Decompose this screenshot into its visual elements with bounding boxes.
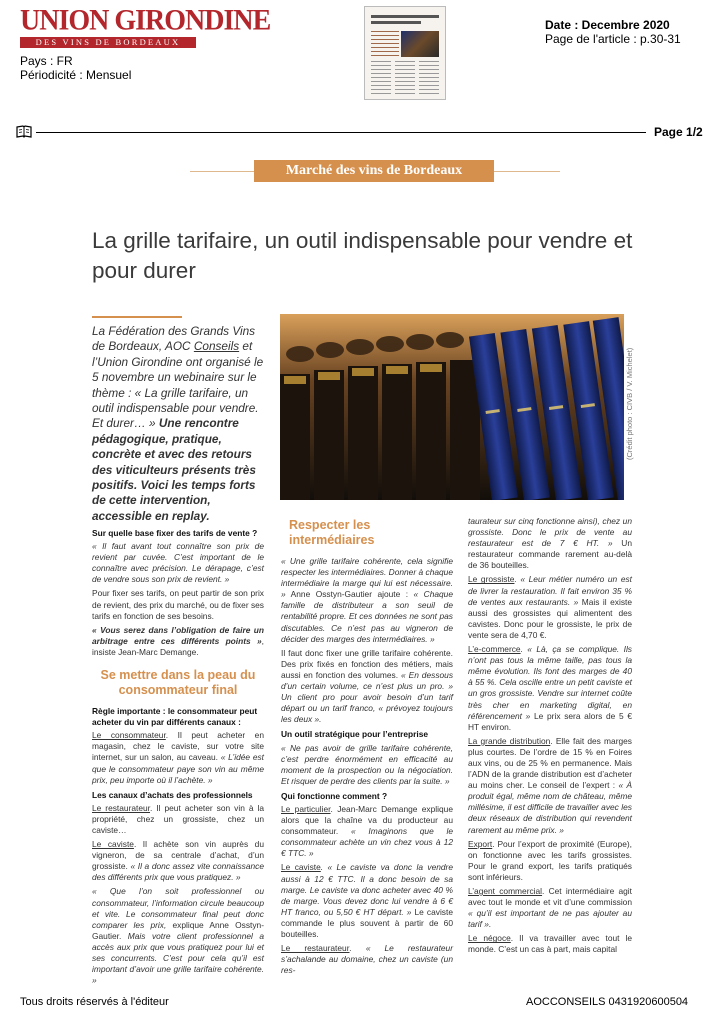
paragraph: « Vous serez dans l’obligation de faire un arbitrage entre ces différents points », insiste Jean-Marc Demange.	[92, 624, 264, 657]
paragraph: Pour fixer ses tarifs, on peut partir de son prix de revient, des prix du marché, ou de fixer ses tarifs en fonction de ses besoins.	[92, 588, 264, 621]
footer-rights: Tous droits réservés à l'éditeur	[20, 996, 169, 1008]
subhead: Un outil stratégique pour l’entreprise	[281, 729, 429, 740]
paragraph: La grande distribution. Elle fait des marges plus courtes. De l’ordre de 15 % en Foires aux vins, ou de 25 % en permanence. Mais l’ADN de la grande distribution est d’acheter au moins cher. Le conseil de l’expert : « À produit égal, même nom de château, même millésime, il est difficile de travailler avec les deux réseaux de distribution qui revendent rarement au même prix. »	[468, 735, 633, 835]
rubric-banner: Marché des vins de Bordeaux	[254, 160, 494, 182]
footer-reference: AOCCONSEILS 0431920600504	[526, 996, 689, 1008]
section-heading: Se mettre dans la peau du consommateur final	[100, 668, 256, 698]
periodicity-label: Périodicité : Mensuel	[20, 68, 132, 82]
paragraph: Il faut donc fixer une grille tarifaire cohérente. Des prix fixés en fonction des métiers, mais aussi en fonction des volumes. « En dessous d’un certain volume, ce n’est plus un pro. » Un client pro pour avoir besoin d’un tarif départ ou un tarif franco, « prévoyez toujours les deux ».	[281, 647, 454, 725]
column-1	[92, 524, 264, 989]
book-icon	[16, 125, 32, 139]
paragraph: taurateur sur cinq fonctionne ainsi), chez un grossiste. Donc le prix de vente au restaurateur est de 7 € HT. » Un restaurateur commande rarement au-delà de 36 bouteilles.	[468, 516, 632, 571]
paragraph: L’agent commercial. Cet intermédiaire agit avec tout le monde et vit d’une commission « qu’il est important de ne pas ajouter au tarif ».	[468, 886, 632, 930]
date-label: Date : Decembre 2020	[545, 18, 670, 32]
article-page-label: Page de l'article : p.30-31	[545, 32, 681, 46]
bottles-photo	[280, 314, 624, 500]
paragraph: Le particulier. Jean-Marc Demange explique alors que la chaîne va du producteur au consommateur. « Imaginons que le consommateur achète un vin chez vous à 12 € TTC. »	[281, 803, 453, 859]
paragraph: Le restaurateur. « Le restaurateur s’achalande au domaine, chez un caviste (un res-	[281, 943, 453, 976]
paragraph: Export. Pour l’export de proximité (Europe), on fonctionne avec les tarifs grossistes. Pour le grand export, les tarifs pratiqués sont inférieurs.	[468, 838, 632, 882]
article-title: La grille tarifaire, un outil indispensable pour vendre et pour durer	[92, 228, 633, 283]
paragraph: « Une grille tarifaire cohérente, cela signifie respecter les intermédiaires. Donner à chaque intermédiaire la marge qui lui est nécessaire. » Anne Osstyn-Gautier ajoute : « Chaque famille de distributeur a son seuil de rentabilité propre. Et ces données ne sont pas discutables. Ce n’est pas au vigneron de décider des marges des intermédiaires. »	[281, 556, 453, 644]
page-thumbnail[interactable]	[364, 6, 446, 100]
logo-sub-text: DES VINS DE BORDEAUX	[20, 37, 196, 48]
paragraph: Le grossiste. « Leur métier numéro un est de livrer la restauration. Il fait environ 35 % de ventes aux restaurants. » Mais il existe aussi des grossistes qui alimentent des cavistes. Donc pour le grossiste, le prix de vente sera de 4,70 €.	[468, 574, 632, 640]
paragraph: « Ne pas avoir de grille tarifaire cohérente, c’est perdre énormément en efficacité au moment de la prospection ou la négociation. Et risquer de perdre des clients par la suite. »	[281, 742, 453, 786]
column-2	[281, 516, 453, 979]
paragraph: Le restaurateur. Il peut acheter son vin à la propriété, chez un grossiste, chez un caviste…	[92, 802, 264, 835]
paragraph: Le caviste. Il achète son vin auprès du vigneron, de sa centrale d’achat, d’un grossiste. « Il a donc assez vite connaissance des différents prix que vous pratiquez. »	[92, 839, 264, 883]
intro-rule	[92, 316, 182, 318]
photo-credit: (Crédit photo : CIVB / V. Michelet)	[625, 347, 634, 460]
paragraph: Le consommateur. Il peut acheter en magasin, chez le caviste, sur votre site internet, sur un salon, au caveau. « L’idée est que le consommateur paye son vin au même prix, peu importe où il l’achète. »	[92, 730, 265, 785]
intro-link[interactable]: Conseils	[193, 339, 240, 354]
subhead: Règle importante : le consommateur peut acheter du vin par différents canaux :	[92, 706, 258, 728]
country-label: Pays : FR	[20, 54, 73, 68]
paragraph: Le caviste. « Le caviste va donc la vendre aussi à 12 € TTC. Il a donc besoin de sa marge. Le caviste va donc acheter avec 40 % de marge. Vous devez donc lui vendre à 6 € HT franco, ou 5,50 € HT départ. » Le caviste commande le plus souvent à partir de 60 bouteilles.	[281, 862, 453, 939]
paragraph: « Il faut avant tout connaître son prix de revient par cuvée. C’est important de le connaître avec précision. Le dérapage, c’est de vendre sous son prix de revient. »	[92, 541, 264, 585]
subhead: Qui fonctionne comment ?	[281, 790, 388, 801]
publication-logo	[20, 4, 271, 48]
subhead: Sur quelle base fixer des tarifs de vente ?	[92, 528, 258, 538]
subhead: Les canaux d’achats des professionnels	[92, 789, 253, 800]
logo-main-text: UNION GIRONDINE	[20, 4, 271, 37]
paragraph: Le négoce. Il va travailler avec tout le monde. C’est un cas à part, mais capital	[468, 933, 632, 955]
article-intro: La Fédération des Grands Vins de Bordeaux, AOC Conseils et l’Union Girondine ont organisé le 5 novembre un webinaire sur le thème : « La grille tarifaire, un outil indispensable pour vendre. Et durer… » Une rencontre pédagogique, pratique, concrète et avec des retours des viticulteurs présents très positifs. Voici les temps forts de cette intervention, accessible en replay.	[92, 324, 264, 523]
header-divider	[36, 132, 646, 133]
column-3	[468, 516, 632, 959]
paragraph: L’e-commerce. « Là, ça se complique. Ils n’ont pas tous la même taille, pas tous la même évolution. Ils font des marges de 40 à 55 %. Cela oscille entre un petit caviste et un gros grossiste. Vendre sur internet coûte très cher en marketing digital, en référencement » Le prix sera alors de 5 € HT environ.	[468, 644, 632, 732]
page-number: Page 1/2	[654, 125, 703, 139]
paragraph: « Que l’on soit professionnel ou consommateur, l’information circule beaucoup et vite. Le consommateur final peut donc comparer les prix, explique Anne Osstyn-Gautier. Mais votre client professionnel a accès aux prix que vous pratiquez pour lui et ses concurrents. C’est pour cela qu’il est important d’avoir une grille tarifaire cohérente. »	[92, 886, 264, 986]
section-heading: Respecter les intermédiaires	[289, 518, 375, 547]
